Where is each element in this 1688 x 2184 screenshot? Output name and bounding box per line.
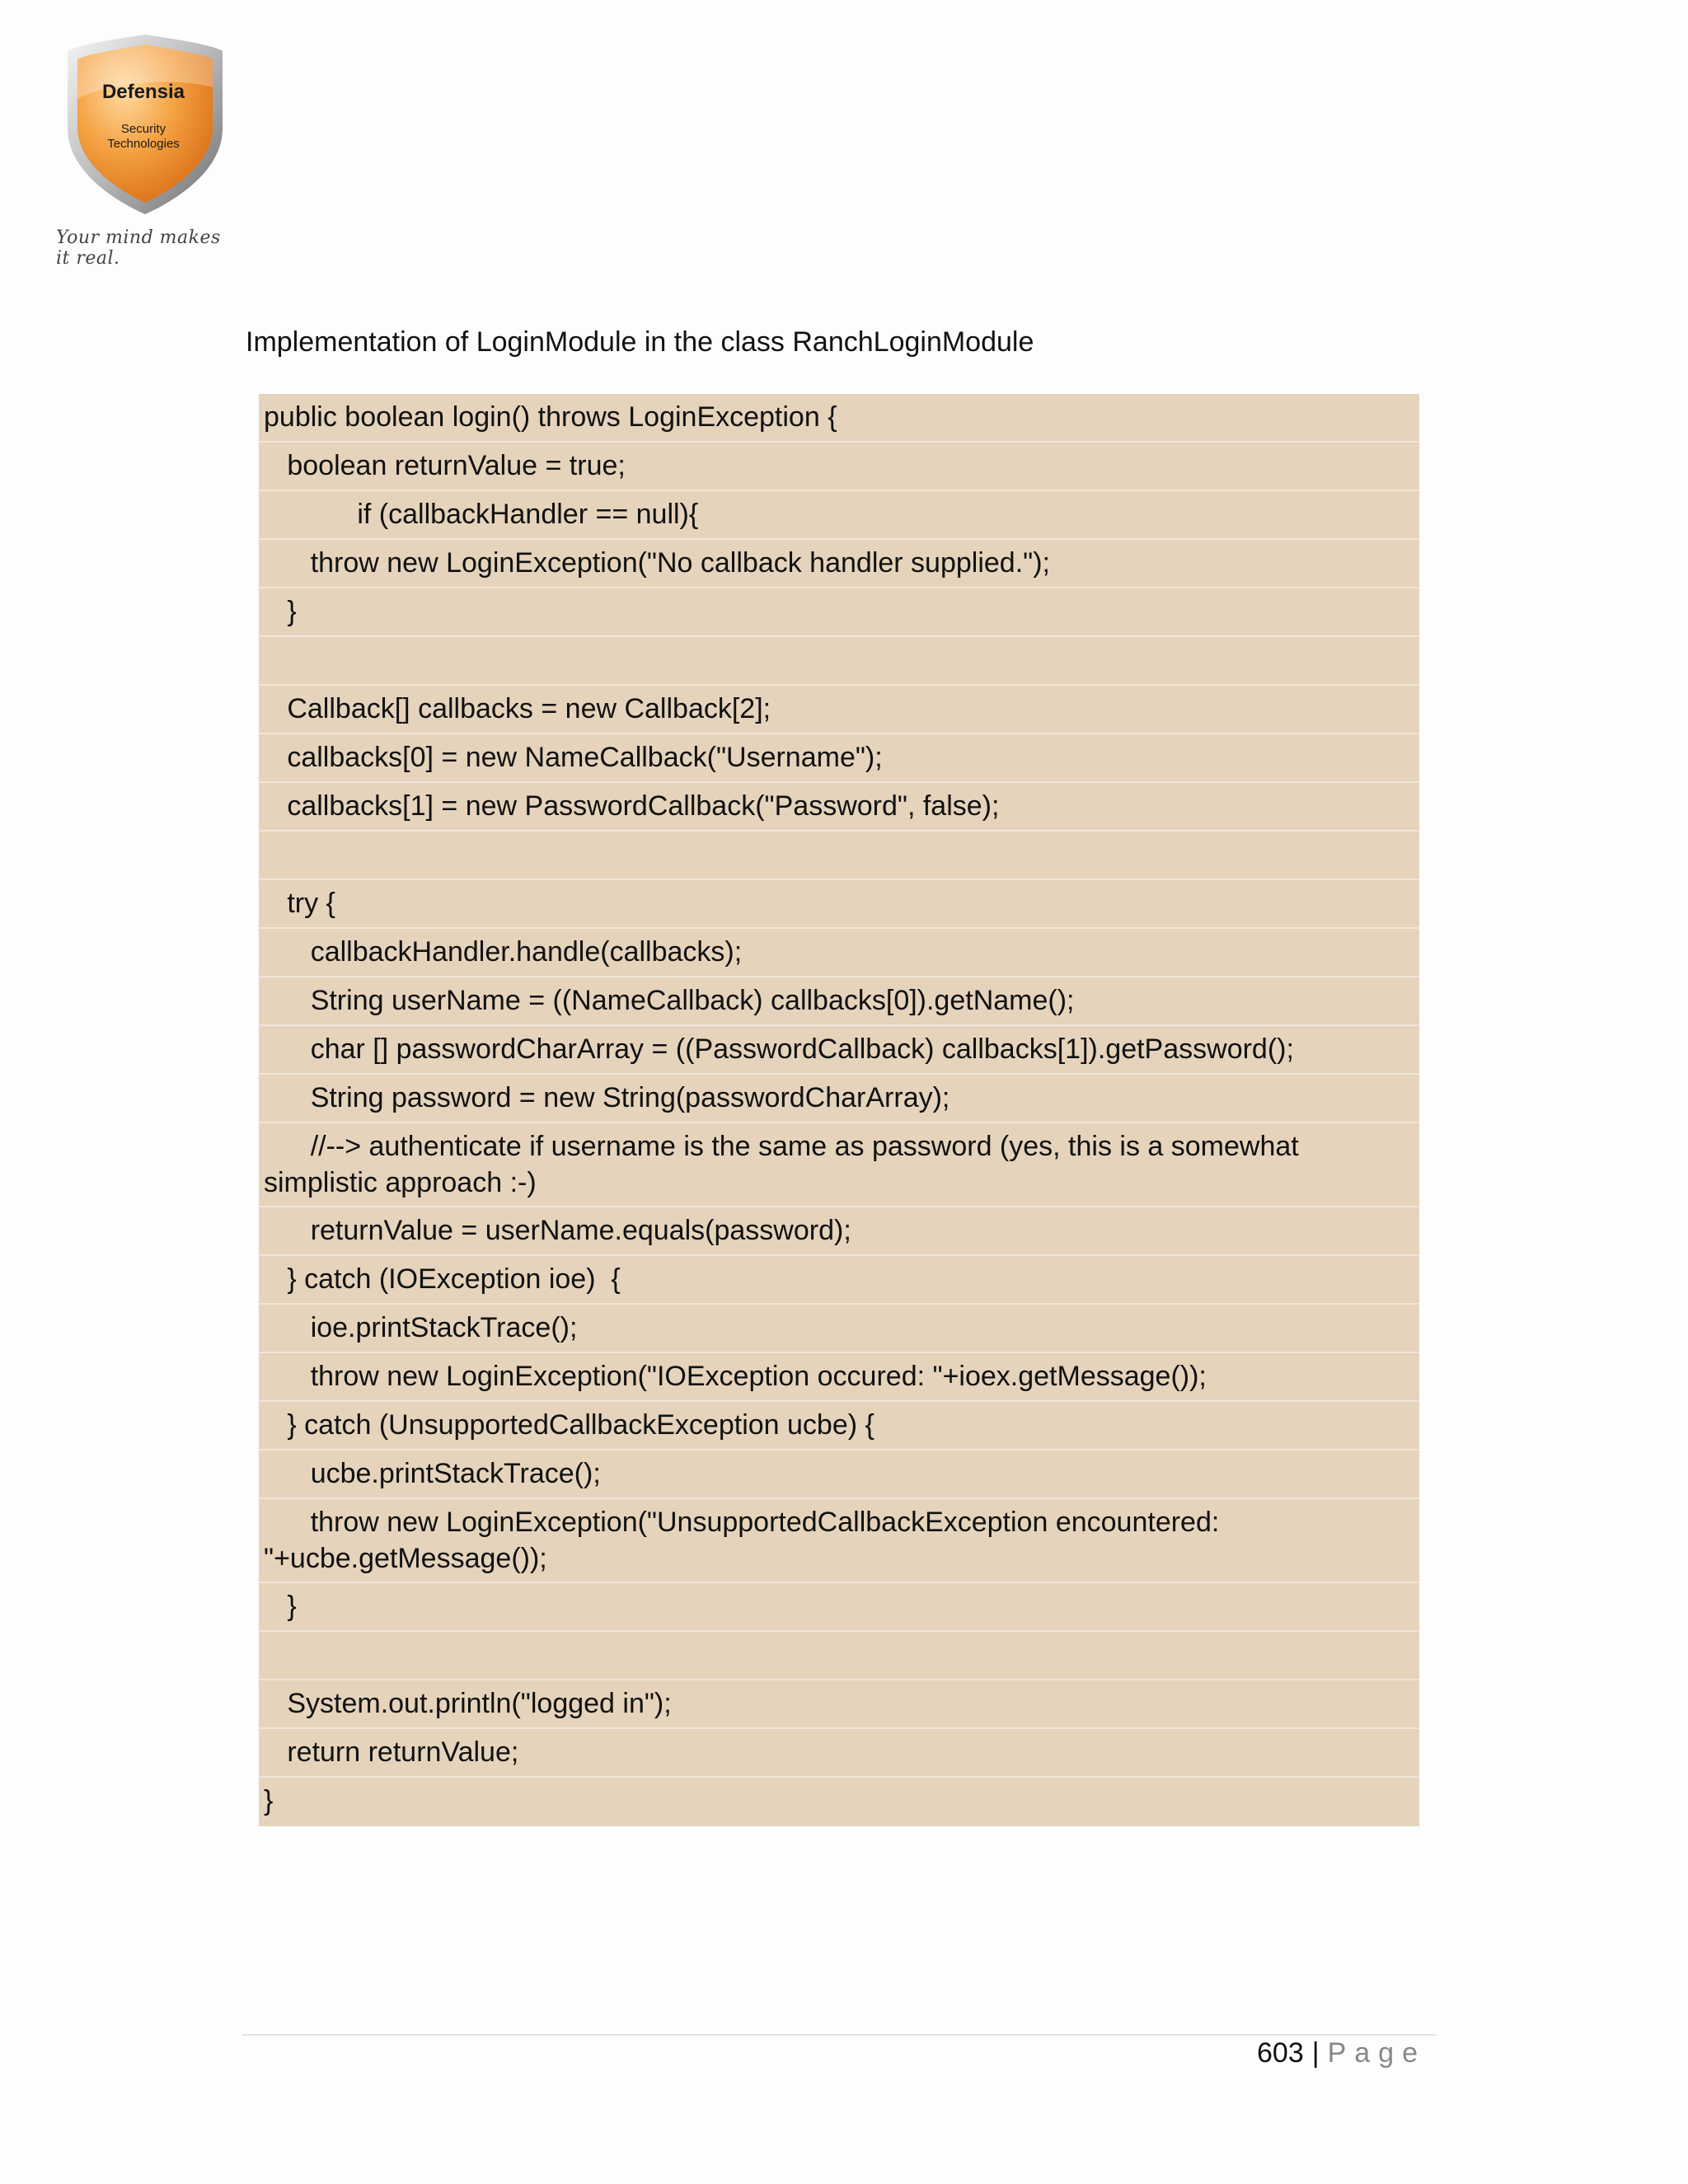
page-number: 603	[1257, 2037, 1304, 2069]
footer-divider	[242, 2034, 1436, 2036]
code-line: ioe.printStackTrace();	[259, 1305, 1419, 1353]
code-line: throw new LoginException("No callback handler supplied.");	[259, 540, 1419, 588]
code-line: }	[264, 1785, 274, 1816]
code-line: } catch (UnsupportedCallbackException ucbe) {	[259, 1402, 1419, 1451]
logo-subtitle-line1: Security	[120, 122, 166, 136]
code-line: throw new LoginException("IOException occured: "+ioex.getMessage());	[259, 1353, 1419, 1402]
logo-tagline: Your mind makes it real.	[56, 227, 221, 269]
code-line	[259, 637, 1419, 686]
code-line: callbacks[0] = new NameCallback("Username");	[259, 734, 1419, 783]
code-line: return returnValue;	[259, 1729, 1419, 1778]
page-footer	[1257, 2037, 1426, 2069]
code-line	[259, 1632, 1419, 1680]
code-listing	[259, 394, 1419, 1826]
code-line: throw new LoginException("UnsupportedCallbackException encountered: "+ucbe.getMessage());	[259, 1499, 1419, 1583]
code-line: }	[259, 588, 1419, 637]
code-line: ucbe.printStackTrace();	[259, 1451, 1419, 1499]
code-line: } catch (IOException ioe) {	[259, 1256, 1419, 1305]
code-line: char [] passwordCharArray = ((PasswordCallback) callbacks[1]).getPassword();	[259, 1026, 1419, 1075]
code-line: //--> authenticate if username is the same as password (yes, this is a somewhat simplistic approach :-)	[259, 1123, 1419, 1207]
section-intro-text: Implementation of LoginModule in the class RanchLoginModule	[246, 326, 1034, 358]
code-line: returnValue = userName.equals(password);	[259, 1207, 1419, 1256]
code-line: }	[259, 1583, 1419, 1632]
code-line: callbackHandler.handle(callbacks);	[259, 929, 1419, 977]
code-line	[259, 832, 1419, 880]
code-line: public boolean login() throws LoginException {	[259, 394, 1419, 443]
company-logo	[54, 30, 236, 269]
page-label: Page	[1327, 2037, 1426, 2069]
logo-title: Defensia	[101, 81, 185, 103]
code-line: boolean returnValue = true;	[259, 443, 1419, 491]
footer-separator: |	[1311, 2037, 1320, 2069]
code-line: callbacks[1] = new PasswordCallback("Password", false);	[259, 783, 1419, 832]
code-line: System.out.println("logged in");	[259, 1680, 1419, 1729]
code-line: String userName = ((NameCallback) callbacks[0]).getName();	[259, 977, 1419, 1026]
code-line: Callback[] callbacks = new Callback[2];	[259, 686, 1419, 734]
code-line: try {	[259, 880, 1419, 929]
logo-subtitle-line2: Technologies	[107, 137, 180, 151]
code-line: if (callbackHandler == null){	[259, 491, 1419, 540]
code-line: String password = new String(passwordCharArray);	[259, 1075, 1419, 1123]
